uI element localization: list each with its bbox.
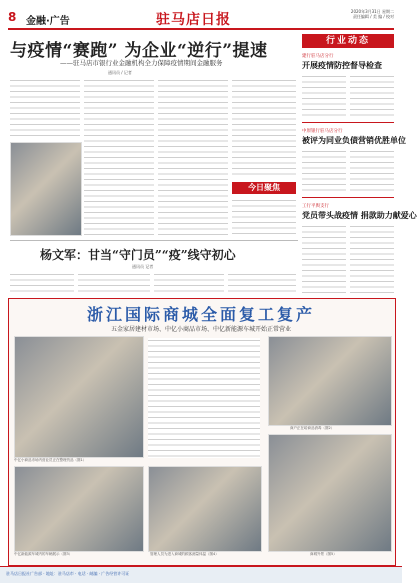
- feature-photo-5: [268, 434, 392, 552]
- industry-news-banner: 行业动态: [302, 34, 394, 48]
- lead-column-4: [232, 78, 296, 178]
- issue-meta: 2020年3月31日 星期二 责任编辑 / 美 编 / 校对: [350, 9, 394, 19]
- news-text-1b: [350, 74, 394, 118]
- article-divider: [10, 240, 298, 241]
- news-text-1a: [302, 74, 346, 118]
- section-name: 金融·广告: [26, 16, 70, 27]
- feature-caption-4: 管理人员为进入商城的顾客测量体温（图4）: [150, 552, 219, 556]
- today-focus-banner: 今日聚焦: [232, 182, 296, 194]
- second-headline: 杨文军：甘当“守门员”“疫”线守初心: [40, 248, 236, 262]
- feature-photo-4: [148, 466, 262, 552]
- feature-text: [148, 338, 260, 458]
- news-kicker-1: 建行驻马店分行: [302, 54, 334, 59]
- newspaper-name: 驻马店日报: [156, 12, 231, 28]
- page-number: 8: [8, 10, 17, 24]
- feature-photo-1: [14, 336, 144, 458]
- page-header: [8, 8, 394, 30]
- news-kicker-3: 工行平舆支行: [302, 204, 329, 209]
- feature-caption-5: 商城外景（图5）: [310, 552, 337, 556]
- focus-text: [232, 198, 296, 236]
- news-text-2a: [302, 149, 346, 193]
- feature-caption-1: 中亿小商品市场内营业员正在整理货品（图1）: [14, 458, 87, 462]
- lead-headline: 与疫情“赛跑” 为企业“逆行”提速: [10, 41, 268, 61]
- feature-caption-2: 商户正在给商品消毒（图2）: [290, 426, 335, 430]
- news-text-3b: [350, 224, 394, 294]
- news-kicker-2: 中原银行驻马店分行: [302, 129, 343, 134]
- page-footer: [0, 566, 402, 583]
- footer-text: 驻马店日报社广告部 · 地址：驻马店市 · 电话 · 邮编 · 广告经营许可证: [6, 571, 130, 576]
- feature-headline: 浙江国际商城全面复工复产: [86, 305, 315, 324]
- second-column-1: [10, 272, 74, 294]
- feature-caption-3: 中亿新能源车城内的车辆展示（图3）: [14, 552, 73, 556]
- news-text-2b: [350, 149, 394, 193]
- lead-column-1: [10, 78, 80, 136]
- lead-column-3: [158, 78, 228, 236]
- news-divider-1: [302, 122, 394, 123]
- second-column-3: [154, 272, 224, 294]
- lead-column-2: [84, 78, 154, 236]
- feature-photo-3: [14, 466, 144, 552]
- news-divider-2: [302, 197, 394, 198]
- second-column-4: [228, 272, 296, 294]
- second-column-2: [78, 272, 150, 294]
- second-byline: 通讯员 记者: [132, 264, 154, 269]
- news-text-3a: [302, 224, 346, 294]
- news-title-3: 党员带头战疫情 捐款助力献爱心: [302, 210, 417, 220]
- feature-photo-2: [268, 336, 392, 426]
- lead-photo: [10, 142, 82, 236]
- lead-byline: 通讯员 / 记者: [108, 70, 132, 75]
- news-title-1: 开展疫情防控督导检查: [302, 60, 382, 70]
- news-title-2: 被评为同业负债营销优胜单位: [302, 135, 406, 145]
- feature-subtitle: 五金家居建材市场、中亿小商品市场、中亿新能源车城开始正常营业: [110, 326, 291, 333]
- lead-subtitle: ——驻马店市银行业金融机构全力保障疫情期间金融服务: [60, 59, 223, 67]
